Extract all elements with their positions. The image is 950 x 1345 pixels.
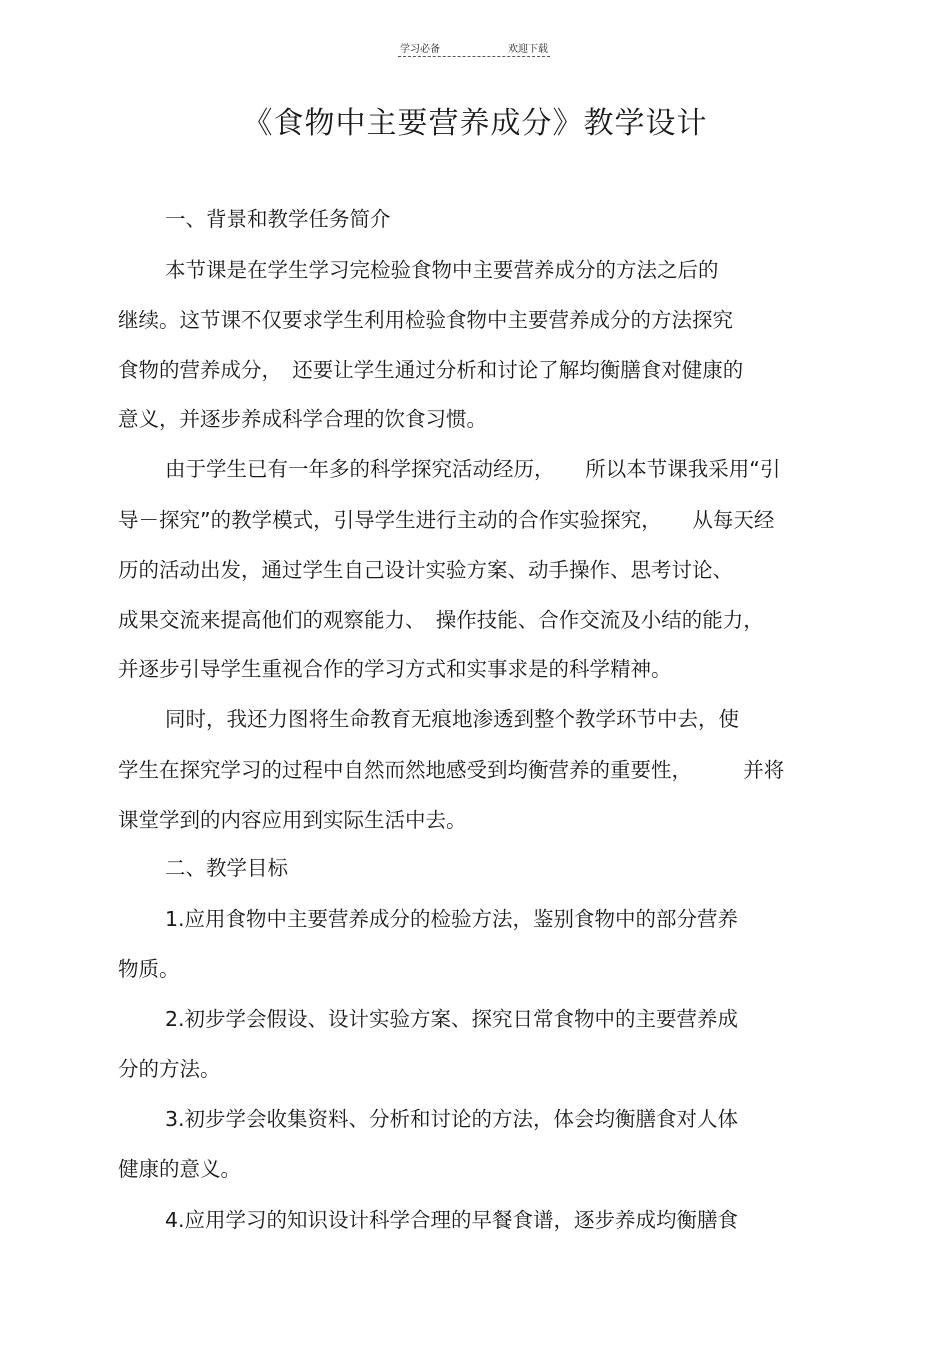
paragraph-line: 本节课是在学生学习完检验食物中主要营养成分的方法之后的: [165, 258, 719, 282]
paragraph-line: 课堂学到的内容应用到实际生活中去。: [118, 808, 467, 832]
document-title: 《食物中主要营养成分》教学设计: [242, 106, 708, 141]
paragraph-line: 由于学生已有一年多的科学探究活动经历， 所以本节课我采用“引: [165, 457, 781, 481]
list-item-line: 健康的意义。: [118, 1157, 241, 1181]
paragraph-line: 成果交流来提高他们的观察能力、 操作技能、合作交流及小结的能力，: [118, 608, 764, 632]
list-item-line: 分的方法。: [118, 1057, 221, 1081]
page-header: [398, 36, 550, 57]
paragraph-line: 历的活动出发，通过学生自己设计实验方案、动手操作、思考讨论、: [118, 558, 733, 582]
list-item-line: 物质。: [118, 957, 180, 981]
paragraph-line: 学生在探究学习的过程中自然而然地感受到均衡营养的重要性， 并将: [118, 758, 785, 782]
paragraph-line: 并逐步引导学生重视合作的学习方式和实事求是的科学精神。: [118, 657, 672, 681]
list-item-line: 2.初步学会假设、设计实验方案、探究日常食物中的主要营养成: [165, 1007, 739, 1031]
paragraph-line: 食物的营养成分， 还要让学生通过分析和讨论了解均衡膳食对健康的: [118, 358, 744, 382]
paragraph-line: 同时，我还力图将生命教育无痕地渗透到整个教学环节中去，使: [165, 707, 739, 731]
list-item-line: 3.初步学会收集资料、分析和讨论的方法，体会均衡膳食对人体: [165, 1107, 739, 1131]
header-right-text: 欢迎下载: [508, 44, 548, 55]
header-left-text: 学习必备: [400, 44, 440, 55]
list-item-line: 1.应用食物中主要营养成分的检验方法，鉴别食物中的部分营养: [165, 907, 739, 931]
list-item-line: 4.应用学习的知识设计科学合理的早餐食谱，逐步养成均衡膳食: [165, 1208, 739, 1232]
section-heading-1: 一、背景和教学任务简介: [165, 207, 391, 231]
paragraph-line: 继续。这节课不仅要求学生利用检验食物中主要营养成分的方法探究: [118, 308, 733, 332]
paragraph-line: 导－探究”的教学模式，引导学生进行主动的合作实验探究， 从每天经: [118, 508, 775, 532]
section-heading-2: 二、教学目标: [165, 856, 288, 880]
paragraph-line: 意义，并逐步养成科学合理的饮食习惯。: [118, 407, 487, 431]
